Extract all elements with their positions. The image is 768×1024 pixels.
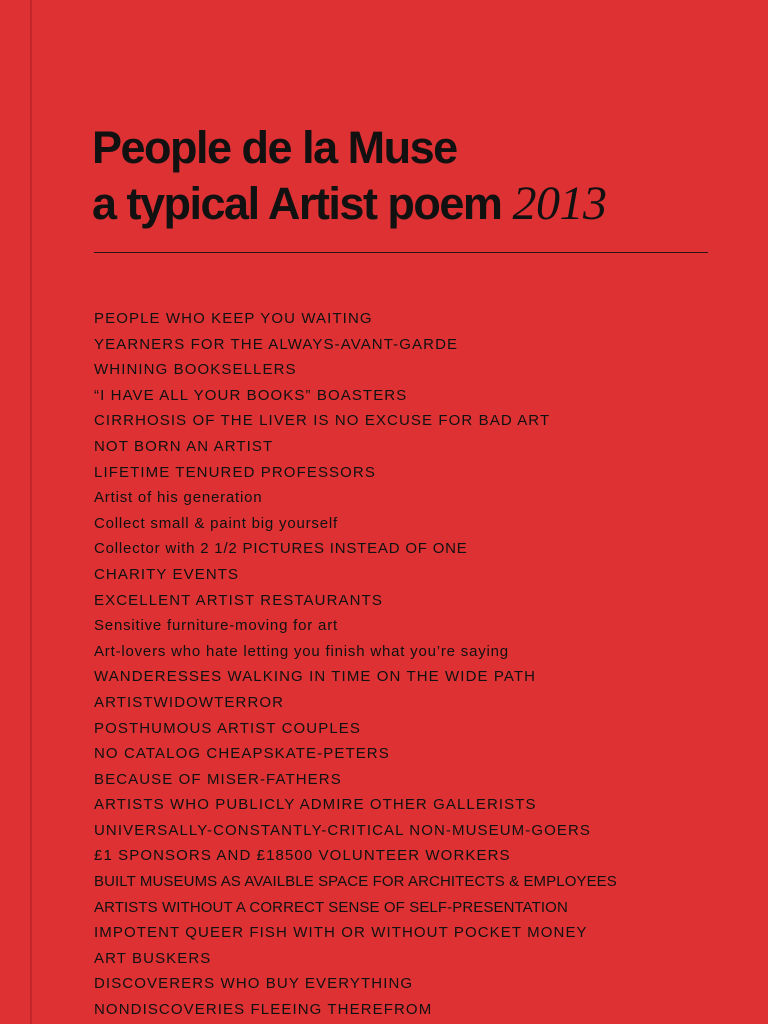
poem-line: ARTISTS WHO PUBLICLY ADMIRE OTHER GALLERISTS <box>94 796 537 814</box>
poem-line: NO CATALOG CHEAPSKATE-PETERS <box>94 745 390 763</box>
poem-line: CHARITY EVENTS <box>94 565 240 583</box>
poem-line: BUILT MUSEUMS AS AVAILBLE SPACE FOR ARCHITECTS & EMPLOYEES <box>94 873 617 891</box>
poem-line: Art-lovers who hate letting you finish what you’re saying <box>94 642 509 660</box>
poem-line: UNIVERSALLY-CONSTANTLY-CRITICAL NON-MUSEUM-GOERS <box>94 821 592 839</box>
poem-line: NOT BORN AN ARTIST <box>94 437 274 455</box>
poem-line: Sensitive furniture-moving for art <box>94 617 338 635</box>
poem-line: £1 SPONSORS AND £18500 VOLUNTEER WORKERS <box>94 847 511 865</box>
poem-line: EXCELLENT ARTIST RESTAURANTS <box>94 591 383 609</box>
title-line-2: a typical Artist poem <box>92 178 502 229</box>
title-year: 2013 <box>512 177 607 230</box>
poem-line: CIRRHOSIS OF THE LIVER IS NO EXCUSE FOR BAD ART <box>94 412 551 430</box>
poem-line: WANDERESSES WALKING IN TIME ON THE WIDE PATH <box>94 668 537 686</box>
poem-line: IMPOTENT QUEER FISH WITH OR WITHOUT POCKET MONEY <box>94 924 588 942</box>
poem-line: ART BUSKERS <box>94 949 212 967</box>
poem-line: DISCOVERERS WHO BUY EVERYTHING <box>94 975 414 993</box>
poem-line: WHINING BOOKSELLERS <box>94 361 297 379</box>
poem-line: YEARNERS FOR THE ALWAYS-AVANT-GARDE <box>94 335 459 353</box>
poem-line: LIFETIME TENURED PROFESSORS <box>94 463 376 481</box>
poem-line: PEOPLE WHO KEEP YOU WAITING <box>94 310 373 327</box>
poem-line: Collect small & paint big yourself <box>94 514 338 532</box>
poem-line: Artist of his generation <box>94 489 263 507</box>
poem-line: Collector with 2 1/2 PICTURES INSTEAD OF ONE <box>94 540 468 558</box>
title-divider <box>94 252 708 253</box>
poem-list <box>94 306 617 1023</box>
poem-line: ARTISTWIDOWTERROR <box>94 693 285 711</box>
poem-line: “I HAVE ALL YOUR BOOKS” BOASTERS <box>94 386 408 404</box>
poem-line: ARTISTS WITHOUT A CORRECT SENSE OF SELF-PRESENTATION <box>94 898 568 916</box>
spine-line <box>30 0 32 1024</box>
page-title <box>92 120 606 232</box>
title-line-1: People de la Muse <box>92 122 457 173</box>
poem-line: POSTHUMOUS ARTIST COUPLES <box>94 719 361 737</box>
poem-line: NONDISCOVERIES FLEEING THEREFROM <box>94 1001 433 1019</box>
poem-line: BECAUSE OF MISER-FATHERS <box>94 770 342 788</box>
